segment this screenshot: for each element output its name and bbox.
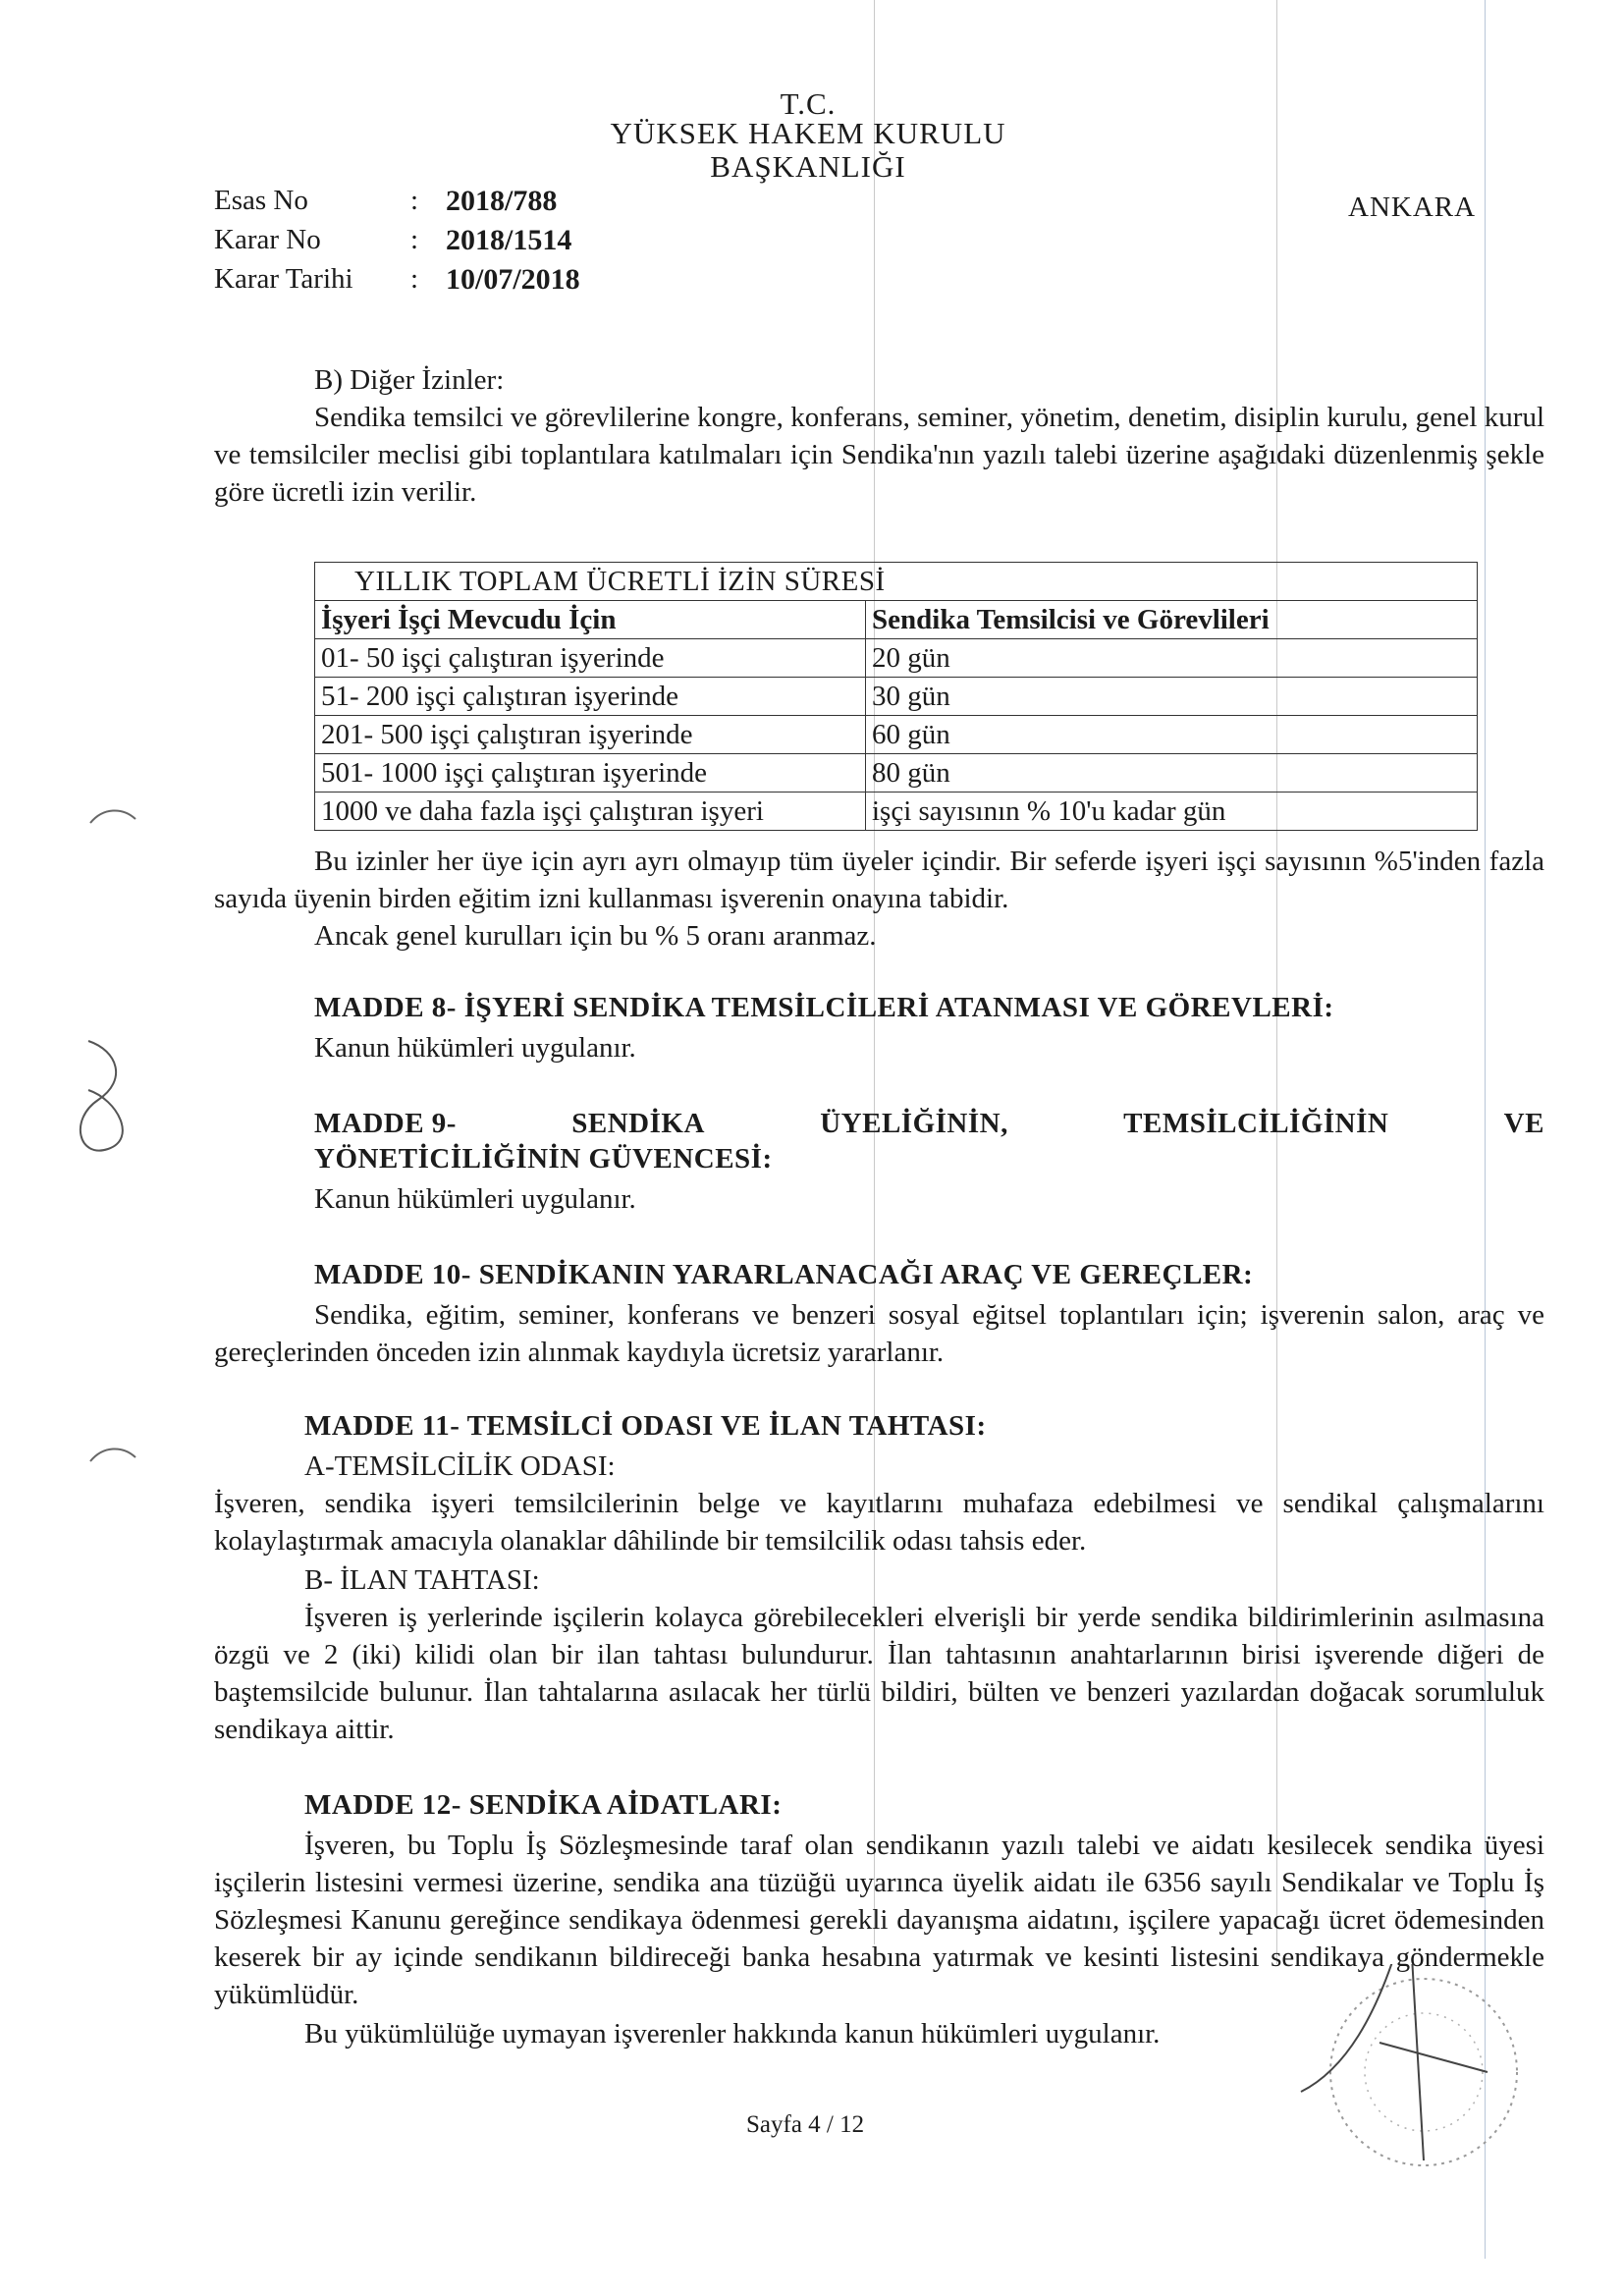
meta-label: Karar Tarihi <box>214 263 353 295</box>
header-city: ANKARA <box>1348 191 1477 223</box>
meta-label: Esas No <box>214 185 308 216</box>
meta-value: 2018/1514 <box>446 224 572 256</box>
table-cell: 80 gün <box>866 754 1478 793</box>
madde9-title-part: TEMSİLCİLİĞİNİN <box>1123 1108 1389 1139</box>
page-number: Sayfa 4 / 12 <box>746 2111 865 2138</box>
madde11-sub-b: B- İLAN TAHTASI: <box>304 1564 540 1596</box>
margin-handwriting-mark <box>59 1031 147 1169</box>
meta-colon: : <box>410 263 419 295</box>
table-cell: 1000 ve daha fazla işçi çalıştıran işyeri <box>315 793 866 831</box>
madde11-body-a: İşveren, sendika işyeri temsilcilerinin belge ve kayıtlarını muhafaza edebilmesi ve sendikal çalışmalarını kolaylaştırmak amacıyla olanaklar dâhilinde bir temsilcilik odası tahsis eder. <box>214 1488 1544 1557</box>
section-b-title: B) Diğer İzinler: <box>314 364 505 396</box>
madde12-body2: Bu yükümlülüğe uymayan işverenler hakkında kanun hükümleri uygulanır. <box>304 2018 1161 2050</box>
madde12-title: MADDE 12- SENDİKA AİDATLARI: <box>304 1789 783 1821</box>
madde9-body: Kanun hükümleri uygulanır. <box>314 1183 636 1215</box>
madde9-title-part: VE <box>1503 1108 1544 1139</box>
madde9-title-part: MADDE 9- <box>314 1108 457 1139</box>
table-cell: 20 gün <box>866 639 1478 678</box>
header-presidency: BAŞKANLIĞI <box>710 149 906 184</box>
margin-mark <box>88 805 137 825</box>
madde12-body1: İşveren, bu Toplu İş Sözleşmesinde taraf olan sendikanın yazılı talebi ve aidatı kesilecek sendika üyesi işçilerin listesini vermesi üzerine, sendika ana tüzüğü uyarınca üyelik aidatı ile 6356 sayılı Sendikalar ve Toplu İş Sözleşmesi Kanunu gereğince sendikaya ödenmesi gerekli dayanışma aidatını, işçilere yapacağı ücret ödemesinden keserek bir ay içinde sendikanın bildireceği banka hesabına yatırmak ve kesinti listesini sendikaya göndermekle yükümlüdür. <box>214 1830 1544 2010</box>
leave-table <box>314 562 1478 831</box>
table-title-row <box>315 563 1478 601</box>
header-institution: YÜKSEK HAKEM KURULU <box>610 116 1006 150</box>
margin-mark <box>88 1444 137 1463</box>
table-row <box>315 716 1478 754</box>
meta-karar <box>214 224 571 257</box>
meta-esas <box>214 185 557 218</box>
madde11-body-b: İşveren iş yerlerinde işçilerin kolayca görebilecekleri elverişli bir yerde sendika bildirimlerinin asılmasına özgü ve 2 (iki) kilidi olan bir ilan tahtası bulundurur. İlan tahtasının anahtarlarının birisi işverende diğeri de baştemsilcide bulunur. İlan tahtalarına asılacak her türlü bildiri, bülten ve benzeri yazılardan doğacak sorumluluk sendikaya aittir. <box>214 1602 1544 1745</box>
madde9-title <box>314 1108 1544 1140</box>
table-col-header: Sendika Temsilcisi ve Görevlileri <box>866 601 1478 639</box>
table-row <box>315 639 1478 678</box>
table-row <box>315 754 1478 793</box>
meta-colon: : <box>410 185 419 216</box>
madde9-title-part: ÜYELİĞİNİN, <box>820 1108 1008 1139</box>
madde8-body: Kanun hükümleri uygulanır. <box>314 1032 636 1064</box>
section-b-paragraph: Sendika temsilci ve görevlilerine kongre, konferans, seminer, yönetim, denetim, disiplin kurulu, genel kurul ve temsilciler meclisi gibi toplantılara katılmaları için Sendika'nın yazılı talebi üzerine aşağıdaki düzenlenmiş şekle göre ücretli izin verilir. <box>214 402 1544 508</box>
table-cell: 01- 50 işçi çalıştıran işyerinde <box>315 639 866 678</box>
meta-label: Karar No <box>214 224 321 255</box>
madde10-body: Sendika, eğitim, seminer, konferans ve benzeri sosyal eğitsel toplantıları için; işverenin salon, araç ve gereçlerinden önceden izin alınmak kaydıyla ücretsiz yararlanır. <box>214 1299 1544 1368</box>
table-cell: 51- 200 işçi çalıştıran işyerinde <box>315 678 866 716</box>
after-table-p2: Ancak genel kurulları için bu % 5 oranı aranmaz. <box>314 920 877 952</box>
table-cell: 201- 500 işçi çalıştıran işyerinde <box>315 716 866 754</box>
madde10-title: MADDE 10- SENDİKANIN YARARLANACAĞI ARAÇ VE GEREÇLER: <box>314 1259 1254 1290</box>
table-header-row <box>315 601 1478 639</box>
meta-colon: : <box>410 224 419 255</box>
official-stamp <box>1262 1964 1556 2210</box>
madde11-sub-a: A-TEMSİLCİLİK ODASI: <box>304 1450 616 1482</box>
table-row <box>315 793 1478 831</box>
table-cell: 30 gün <box>866 678 1478 716</box>
table-cell: 501- 1000 işçi çalıştıran işyerinde <box>315 754 866 793</box>
table-cell: 60 gün <box>866 716 1478 754</box>
table-col-header: İşyeri İşçi Mevcudu İçin <box>315 601 866 639</box>
madde8-title: MADDE 8- İŞYERİ SENDİKA TEMSİLCİLERİ ATANMASI VE GÖREVLERİ: <box>314 992 1334 1023</box>
madde9-title-line2: YÖNETİCİLİĞİNİN GÜVENCESİ: <box>314 1143 773 1175</box>
table-row <box>315 678 1478 716</box>
table-cell: işçi sayısının % 10'u kadar gün <box>866 793 1478 831</box>
table-title: YILLIK TOPLAM ÜCRETLİ İZİN SÜRESİ <box>315 563 1478 601</box>
after-table-p1: Bu izinler her üye için ayrı ayrı olmayıp tüm üyeler içindir. Bir seferde işyeri işçi sayısının %5'inden fazla sayıda üyenin birden eğitim izni kullanması işverenin onayına tabidir. <box>214 846 1544 914</box>
meta-value: 10/07/2018 <box>446 263 580 296</box>
madde11-title: MADDE 11- TEMSİLCİ ODASI VE İLAN TAHTASI: <box>304 1410 987 1442</box>
header-tc: T.C. <box>780 86 837 121</box>
madde9-title-part: SENDİKA <box>571 1108 705 1139</box>
meta-tarih <box>214 263 580 297</box>
meta-value: 2018/788 <box>446 185 558 217</box>
